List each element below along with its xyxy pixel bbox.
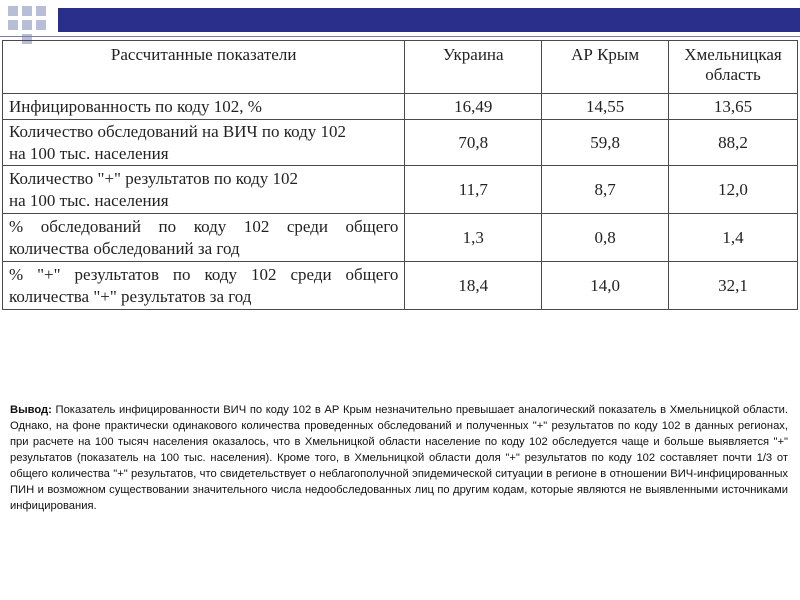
- cell-value: 88,2: [669, 120, 798, 166]
- header-crimea: АР Крым: [542, 41, 669, 94]
- cell-value: 11,7: [405, 166, 542, 214]
- decor-square: [36, 6, 46, 16]
- decor-square: [36, 20, 46, 30]
- row-label-line: количества "+" результатов за год: [9, 286, 252, 306]
- conclusion-text: Показатель инфицированности ВИЧ по коду 102 в АР Крым незначительно превышает аналогический показатель в Хмельницкой области. Однако, на фоне практически одинакового количества проведенных обследований и полученных "+" результатов по коду 102 в данных регионах, при расчете на 100 тысяч населения оказалось, что в Хмельницкой области население по коду 102 обследуется чаще и больше выявляется "+" результатов (показатель на 100 тыс. населения). Кроме того, в Хмельницкой области доля "+" результатов по коду 102 составляет почти 1/3 от общего количества "+" результатов, что свидетельствует о неблагополучной эпидемической ситуации в регионе в отношении ВИЧ-инфицированных ПИН и возможном существовании значительного числа недообследованных лиц по другим кодам, которые являются не выявленными источниками инфицирования.: [10, 404, 789, 512]
- cell-value: 14,55: [542, 94, 669, 120]
- cell-value: 0,8: [542, 214, 669, 262]
- decor-square: [22, 6, 32, 16]
- conclusion-title: Вывод:: [10, 404, 52, 416]
- table-header-row: [3, 41, 798, 94]
- cell-value: 13,65: [669, 94, 798, 120]
- cell-value: 16,49: [405, 94, 542, 120]
- header-indicators: Рассчитанные показатели: [3, 41, 405, 94]
- row-label: [3, 214, 405, 262]
- conclusion-paragraph: [10, 402, 788, 514]
- table-row: [3, 166, 798, 214]
- row-label-line: Количество "+" результатов по коду 102: [9, 168, 299, 188]
- decor-square: [22, 20, 32, 30]
- row-label-line: на 100 тыс. населения: [9, 190, 169, 210]
- decor-square: [8, 6, 18, 16]
- cell-value: 14,0: [542, 262, 669, 310]
- cell-value: 32,1: [669, 262, 798, 310]
- cell-value: 70,8: [405, 120, 542, 166]
- statistics-table: [2, 40, 798, 310]
- row-label: [3, 262, 405, 310]
- cell-value: 12,0: [669, 166, 798, 214]
- row-label: [3, 94, 405, 120]
- row-label-line: на 100 тыс. населения: [9, 143, 169, 163]
- row-label-line: Количество обследований на ВИЧ по коду 102: [9, 121, 347, 141]
- row-label-line: количества обследований за год: [9, 238, 240, 258]
- table-row: [3, 94, 798, 120]
- row-label: [3, 166, 405, 214]
- table-row: [3, 120, 798, 166]
- divider-line: [0, 36, 800, 37]
- row-label: [3, 120, 405, 166]
- decor-square: [8, 20, 18, 30]
- cell-value: 18,4: [405, 262, 542, 310]
- table-row: [3, 214, 798, 262]
- table-row: [3, 262, 798, 310]
- cell-value: 1,4: [669, 214, 798, 262]
- header-khmelnytskyi: Хмельницкая область: [669, 41, 798, 94]
- row-label-line: Инфицированность по коду 102, %: [9, 96, 262, 116]
- cell-value: 59,8: [542, 120, 669, 166]
- title-bar: [58, 8, 800, 32]
- row-label-line: % "+" результатов по коду 102 среди общего: [9, 264, 399, 284]
- cell-value: 1,3: [405, 214, 542, 262]
- header-ukraine: Украина: [405, 41, 542, 94]
- cell-value: 8,7: [542, 166, 669, 214]
- row-label-line: % обследований по коду 102 среди общего: [9, 216, 399, 236]
